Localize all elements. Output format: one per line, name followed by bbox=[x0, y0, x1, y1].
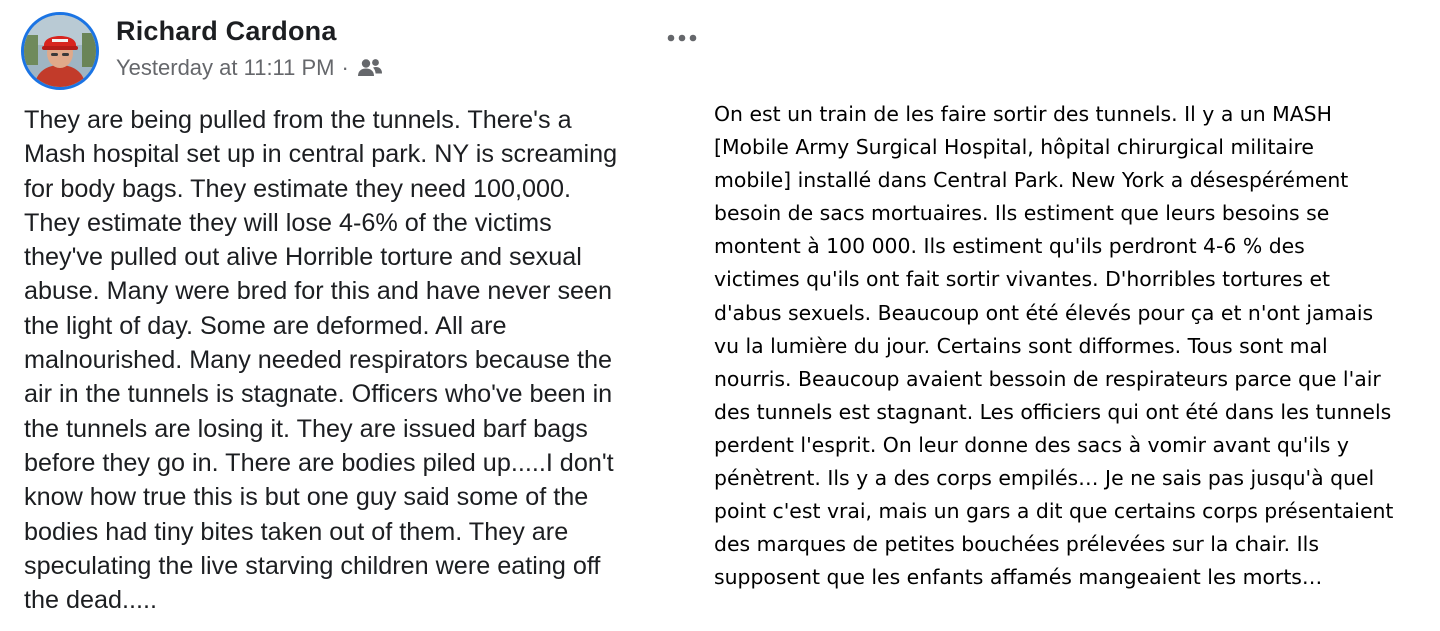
profile-photo-icon bbox=[24, 15, 96, 87]
meta-separator: · bbox=[341, 55, 349, 80]
post-meta bbox=[116, 55, 383, 81]
friends-icon[interactable] bbox=[357, 57, 383, 79]
post-body-text: They are being pulled from the tunnels. There's a Mash hospital set up in central park. NY is screaming for body bags. They estimate they need 100,000. They estimate they will lose 4-6% of the victims they've pulled out alive Horrible torture and sexual abuse. Many were bred for this and have never seen the light of day. Some are deformed. All are malnourished. Many needed respirators because the air in the tunnels is stagnate. Officers who've been in the tunnels are losing it. They are issued barf bags before they go in. There are bodies piled up.....I don't know how true this is but one guy said some of the bodies had tiny bites taken out of them. They are speculating the live starving children were eating off the dead..... bbox=[24, 106, 618, 615]
more-options-button[interactable] bbox=[660, 25, 704, 51]
author-name[interactable]: Richard Cardona bbox=[116, 16, 337, 46]
french-translation-text: On est un train de les faire sortir des tunnels. Il y a un MASH [Mobile Army Surgical Hospital, hôpital chirurgical militaire mobile] installé dans Central Park. New York a désespérément besoin de sacs mortuaires. Ils estiment que leurs besoins se montent à 100 000. Ils estiment qu'ils perdront 4-6 % des victimes qu'ils ont fait sortir vivantes. D'horribles tortures et d'abus sexuels. Beaucoup ont été élevés pour ça et n'ont jamais vu la lumière du jour. Certains sont difformes. Tous sont mal nourris. Beaucoup avaient bessoin de respirateurs parce que l'air des tunnels est stagnant. Les officiers qui ont été dans les tunnels perdent l'esprit. On leur donne des sacs à vomir avant qu'ils y pénètrent. Ils y a des corps empilés… Je ne sais pas jusqu'à quel point c'est vrai, mais un gars a dit que certains corps présentaient des marques de petites bouchées prélevées sur la chair. Ils supposent que les enfants affamés mangeaient les morts… bbox=[714, 102, 1394, 590]
author-avatar[interactable] bbox=[21, 12, 99, 90]
post-timestamp[interactable]: Yesterday at 11:11 PM bbox=[116, 55, 335, 80]
more-options-icon bbox=[666, 34, 698, 42]
facebook-post bbox=[0, 0, 700, 631]
